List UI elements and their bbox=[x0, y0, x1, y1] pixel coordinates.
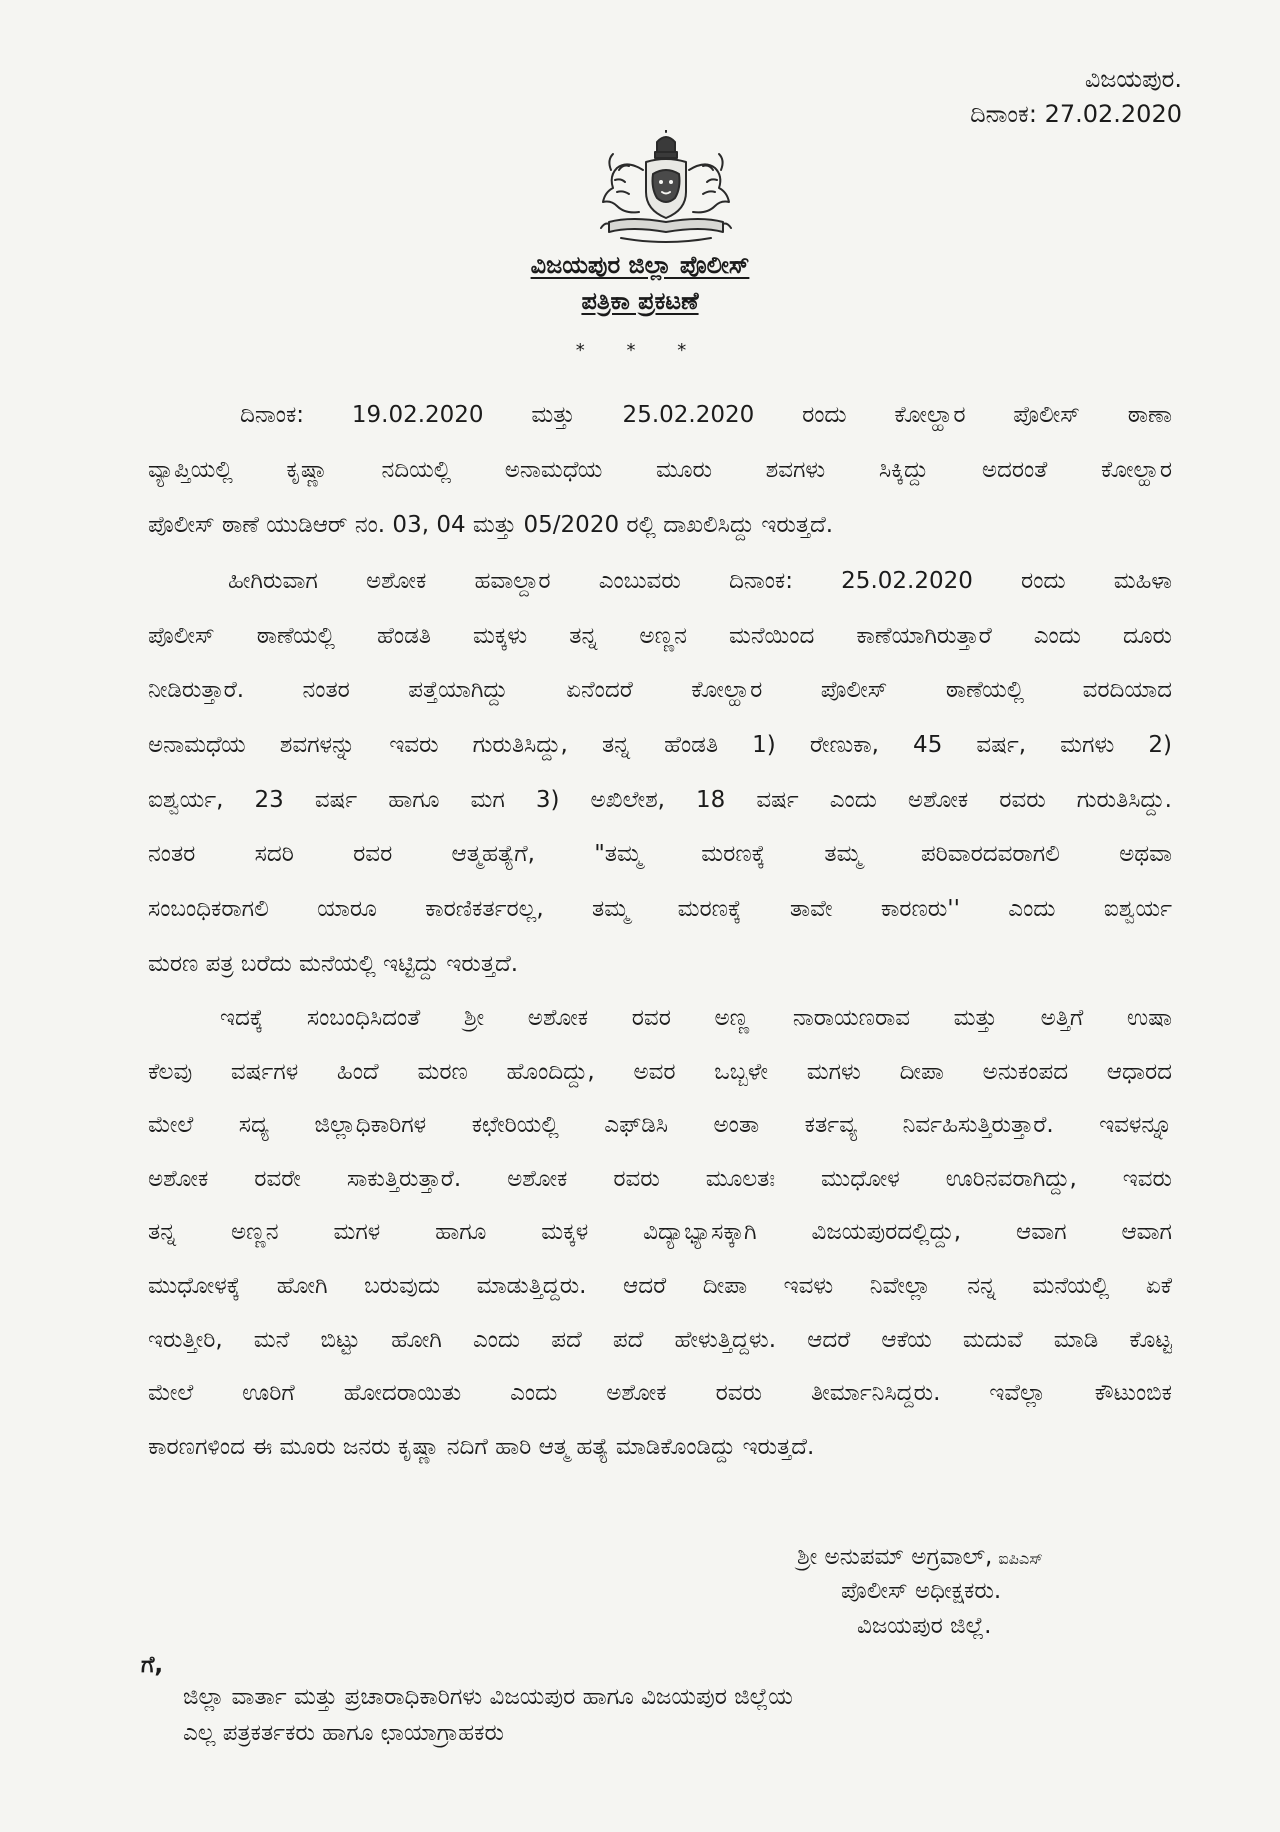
paragraph-line: ನೀಡಿರುತ್ತಾರೆ. ನಂತರ ಪತ್ತೆಯಾಗಿದ್ದು ಏನೆಂದರೆ ಕೋಲ್ಹಾರ ಪೊಲೀಸ್ ಠಾಣೆಯಲ್ಲಿ ವರದಿಯಾದ bbox=[148, 677, 1172, 704]
signatory-designation: ಪೊಲೀಸ್ ಅಧೀಕ್ಷಕರು. bbox=[841, 1578, 1002, 1604]
paragraph-line: ಅಶೋಕ ರವರೇ ಸಾಕುತ್ತಿರುತ್ತಾರೆ. ಅಶೋಕ ರವರು ಮೂಲತಃ ಮುಧೋಳ ಊರಿನವರಾಗಿದ್ದು, ಇವರು bbox=[148, 1165, 1172, 1192]
paragraph-line: ಇದಕ್ಕೆ ಸಂಬಂಧಿಸಿದಂತೆ ಶ್ರೀ ಅಶೋಕ ರವರ ಅಣ್ಣ ನಾರಾಯಣರಾವ ಮತ್ತು ಅತ್ತಿಗೆ ಉಷಾ bbox=[220, 1005, 1172, 1031]
signatory-district: ವಿಜಯಪುರ ಜಿಲ್ಲೆ. bbox=[857, 1613, 992, 1639]
paragraph-line: ಅನಾಮಧೆಯ ಶವಗಳನ್ನು ಇವರು ಗುರುತಿಸಿದ್ದು, ತನ್ನ ಹೆಂಡತಿ 1) ರೇಣುಕಾ, 45 ವರ್ಷ, ಮಗಳು 2) bbox=[148, 732, 1172, 759]
body-paragraph-1 bbox=[148, 388, 1172, 553]
recipients-line: ಎಲ್ಲ ಪತ್ರಕರ್ತಕರು ಹಾಗೂ ಛಾಯಾಗ್ರಾಹಕರು bbox=[183, 1720, 504, 1746]
paragraph-line: ಮರಣ ಪತ್ರ ಬರೆದು ಮನೆಯಲ್ಲಿ ಇಟ್ಟಿದ್ದು ಇರುತ್ತದೆ. bbox=[148, 950, 519, 977]
title-separator: * * * bbox=[575, 340, 705, 361]
recipients-line: ಜಿಲ್ಲಾ ವಾರ್ತಾ ಮತ್ತು ಪ್ರಚಾರಾಧಿಕಾರಿಗಳು ವಿಜಯಪುರ ಹಾಗೂ ವಿಜಯಪುರ ಜಿಲ್ಲೆಯ bbox=[183, 1684, 793, 1710]
header-date: ದಿನಾಂಕ: 27.02.2020 bbox=[970, 100, 1182, 128]
paragraph-line: ಪೊಲೀಸ್ ಠಾಣೆಯಲ್ಲಿ ಹೆಂಡತಿ ಮಕ್ಕಳು ತನ್ನ ಅಣ್ಣನ ಮನೆಯಿಂದ ಕಾಣೆಯಾಗಿರುತ್ತಾರೆ ಎಂದು ದೂರು bbox=[148, 622, 1172, 649]
paragraph-line: ಪೊಲೀಸ್ ಠಾಣೆ ಯುಡಿಆರ್ ನಂ. 03, 04 ಮತ್ತು 05/2020 ರಲ್ಲಿ ದಾಖಲಿಸಿದ್ದು ಇರುತ್ತದೆ. bbox=[148, 512, 834, 538]
paragraph-line: ಹೀಗಿರುವಾಗ ಅಶೋಕ ಹವಾಲ್ದಾರ ಎಂಬುವರು ದಿನಾಂಕ: 25.02.2020 ರಂದು ಮಹಿಳಾ bbox=[228, 568, 1172, 594]
paragraph-line: ನಂತರ ಸದರಿ ರವರ ಆತ್ಮಹತ್ಯೆಗೆ, "ತಮ್ಮ ಮರಣಕ್ಕೆ ತಮ್ಮ ಪರಿವಾರದವರಾಗಲಿ ಅಥವಾ bbox=[148, 841, 1172, 868]
signatory-name bbox=[797, 1542, 1043, 1574]
karnataka-emblem-icon bbox=[591, 130, 741, 248]
body-paragraph-3 bbox=[148, 992, 1172, 1474]
signatory-service-suffix: ಐಪಿಎಸ್ bbox=[998, 1549, 1043, 1568]
paragraph-line: ಮೇಲೆ ಸದ್ಯ ಜಿಲ್ಲಾಧಿಕಾರಿಗಳ ಕಛೇರಿಯಲ್ಲಿ ಎಫ್‌ಡಿಸಿ ಅಂತಾ ಕರ್ತವ್ಯ ನಿರ್ವಹಿಸುತ್ತಿರುತ್ತಾರೆ. ಇವಳನ್ನೂ bbox=[148, 1112, 1172, 1139]
paragraph-line: ದಿನಾಂಕ: 19.02.2020 ಮತ್ತು 25.02.2020 ರಂದು ಕೋಲ್ಹಾರ ಪೊಲೀಸ್ ಠಾಣಾ bbox=[240, 402, 1172, 428]
recipients-label: ಗೆ, bbox=[141, 1652, 164, 1678]
paragraph-line: ಮೇಲೆ ಊರಿಗೆ ಹೋದರಾಯಿತು ಎಂದು ಅಶೋಕ ರವರು ತೀರ್ಮಾನಿಸಿದ್ದರು. ಇವೆಲ್ಲಾ ಕೌಟುಂಬಿಕ bbox=[148, 1380, 1172, 1407]
paragraph-line: ಕೆಲವು ವರ್ಷಗಳ ಹಿಂದೆ ಮರಣ ಹೊಂದಿದ್ದು, ಅವರ ಒಬ್ಬಳೇ ಮಗಳು ದೀಪಾ ಅನುಕಂಪದ ಆಧಾರದ bbox=[148, 1058, 1172, 1085]
press-release-title bbox=[0, 286, 1280, 316]
office-title-text: ವಿಜಯಪುರ ಜಿಲ್ಲಾ ಪೊಲೀಸ್ bbox=[530, 251, 750, 279]
office-title bbox=[0, 250, 1280, 280]
paragraph-line: ವ್ಯಾಪ್ತಿಯಲ್ಲಿ ಕೃಷ್ಣಾ ನದಿಯಲ್ಲಿ ಅನಾಮಧೆಯ ಮೂರು ಶವಗಳು ಸಿಕ್ಕಿದ್ದು ಅದರಂತೆ ಕೋಲ್ಹಾರ bbox=[148, 457, 1172, 483]
paragraph-line: ಸಂಬಂಧಿಕರಾಗಲಿ ಯಾರೂ ಕಾರಣಿಕರ್ತರಲ್ಲ, ತಮ್ಮ ಮರಣಕ್ಕೆ ತಾವೇ ಕಾರಣರು'' ಎಂದು ಐಶ್ವರ್ಯ bbox=[148, 896, 1172, 923]
paragraph-line: ಇರುತ್ತೀರಿ, ಮನೆ ಬಿಟ್ಟು ಹೋಗಿ ಎಂದು ಪದೆ ಪದೆ ಹೇಳುತ್ತಿದ್ದಳು. ಆದರೆ ಆಕೆಯ ಮದುವೆ ಮಾಡಿ ಕೊಟ್ಟ bbox=[148, 1326, 1172, 1353]
signatory-name-text: ಶ್ರೀ ಅನುಪಮ್ ಅಗ್ರವಾಲ್, bbox=[797, 1544, 993, 1570]
paragraph-line: ಐಶ್ವರ್ಯ, 23 ವರ್ಷ ಹಾಗೂ ಮಗ 3) ಅಖಿಲೇಶ, 18 ವರ್ಷ ಎಂದು ಅಶೋಕ ರವರು ಗುರುತಿಸಿದ್ದು. bbox=[148, 786, 1172, 813]
body-paragraph-2 bbox=[148, 554, 1172, 992]
paragraph-line: ಮುಧೋಳಕ್ಕೆ ಹೋಗಿ ಬರುವುದು ಮಾಡುತ್ತಿದ್ದರು. ಆದರೆ ದೀಪಾ ಇವಳು ನಿವೇಲ್ಲಾ ನನ್ನ ಮನೆಯಲ್ಲಿ ಏಕೆ bbox=[148, 1272, 1172, 1299]
press-release-title-text: ಪತ್ರಿಕಾ ಪ್ರಕಟಣೆ bbox=[581, 287, 699, 315]
paragraph-line: ತನ್ನ ಅಣ್ಣನ ಮಗಳ ಹಾಗೂ ಮಕ್ಕಳ ವಿದ್ಯಾಭ್ಯಾಸಕ್ಕಾಗಿ ವಿಜಯಪುರದಲ್ಲಿದ್ದು, ಆವಾಗ ಆವಾಗ bbox=[148, 1219, 1172, 1246]
paragraph-line: ಕಾರಣಗಳಿಂದ ಈ ಮೂರು ಜನರು ಕೃಷ್ಣಾ ನದಿಗೆ ಹಾರಿ ಆತ್ಮ ಹತ್ಯೆ ಮಾಡಿಕೊಂಡಿದ್ದು ಇರುತ್ತದೆ. bbox=[148, 1433, 815, 1460]
header-place: ವಿಜಯಪುರ. bbox=[1084, 65, 1182, 93]
